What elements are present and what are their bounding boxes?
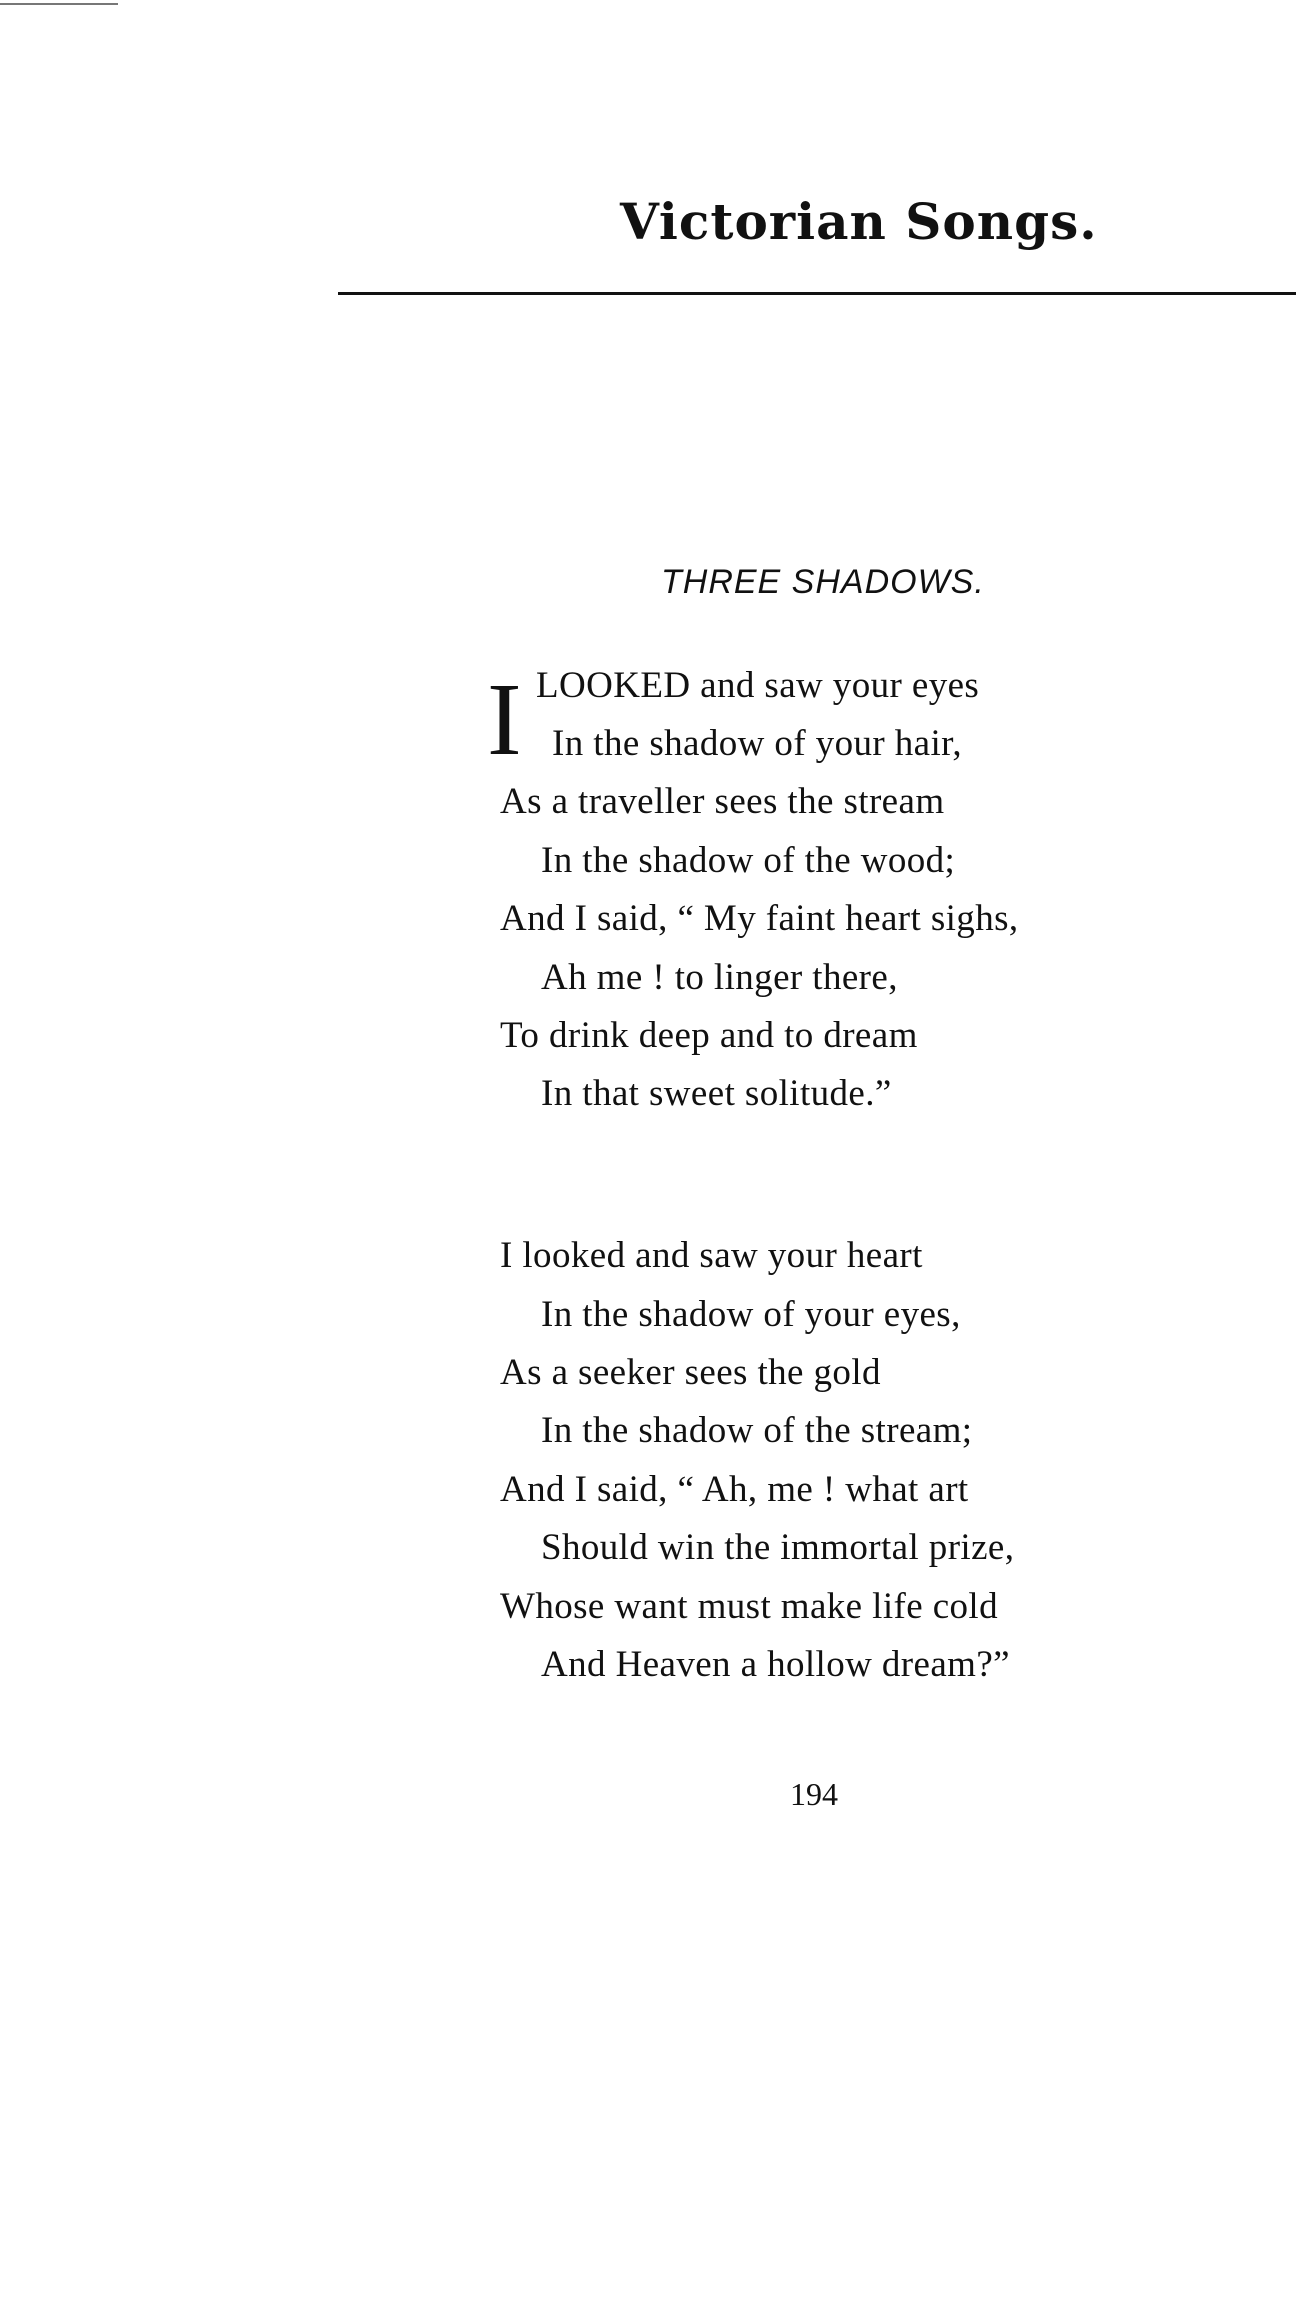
stanza-2-line-5: And I said, “ Ah, me ! what art [500, 1469, 969, 1510]
stanza-1-line-1: LOOKED and saw your eyes [536, 665, 980, 706]
poem-title: THREE SHADOWS. [661, 563, 985, 601]
drop-cap: I [487, 662, 522, 777]
page-number: 194 [790, 1776, 838, 1812]
stanza-1-line-6: Ah me ! to linger there, [541, 957, 898, 998]
stanza-2-line-8: And Heaven a hollow dream?” [541, 1644, 1011, 1685]
stanza-1-line-2: In the shadow of your hair, [552, 723, 963, 764]
stanza-2-line-3: As a seeker sees the gold [500, 1352, 881, 1393]
stanza-2-line-7: Whose want must make life cold [500, 1586, 999, 1627]
corner-rule [0, 3, 118, 5]
stanza-1-line-3: As a traveller sees the stream [500, 781, 945, 822]
stanza-2-line-4: In the shadow of the stream; [541, 1410, 973, 1451]
header-rule [338, 292, 1296, 295]
stanza-1-line-5: And I said, “ My faint heart sighs, [500, 898, 1019, 939]
stanza-1-line-4: In the shadow of the wood; [541, 840, 956, 881]
running-head: Victorian Songs. [620, 192, 1098, 251]
stanza-2-line-6: Should win the immortal prize, [541, 1527, 1015, 1568]
stanza-2-line-1: I looked and saw your heart [500, 1235, 923, 1276]
stanza-2-line-2: In the shadow of your eyes, [541, 1294, 961, 1335]
stanza-1-line-7: To drink deep and to dream [500, 1015, 918, 1056]
stanza-1-line-8: In that sweet solitude.” [541, 1073, 892, 1114]
